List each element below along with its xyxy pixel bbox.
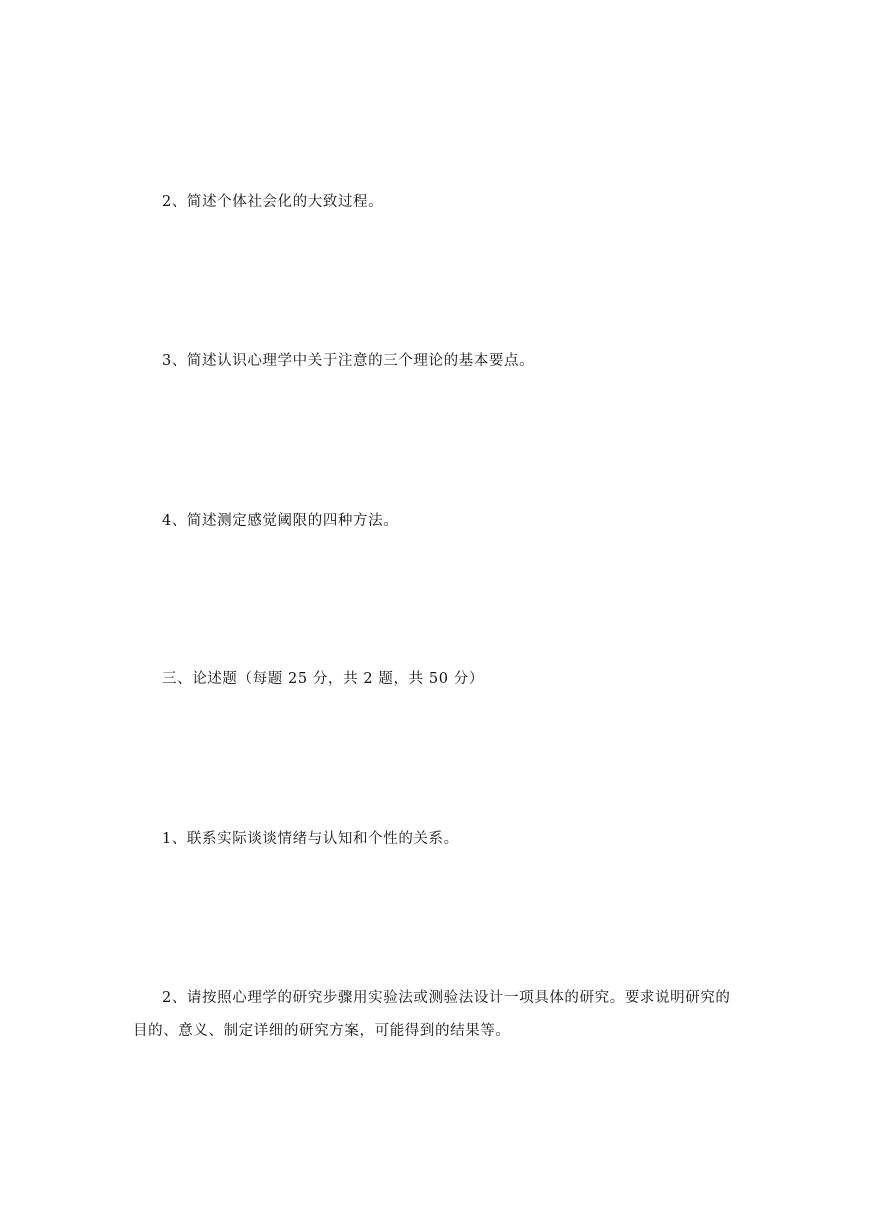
essay-question-2-line-2: 目的、意义、制定详细的研究方案，可能得到的结果等。 — [133, 1023, 511, 1039]
short-answer-question-2: 2、简述个体社会化的大致过程。 — [162, 194, 384, 210]
essay-question-1: 1、联系实际谈谈情绪与认知和个性的关系。 — [162, 831, 459, 847]
essay-question-2-line-1: 2、请按照心理学的研究步骤用实验法或测验法设计一项具体的研究。要求说明研究的 — [162, 990, 731, 1006]
short-answer-question-4: 4、简述测定感觉阈限的四种方法。 — [162, 513, 399, 529]
section-heading-essay: 三、论述题（每题 25 分，共 2 题，共 50 分） — [162, 671, 484, 687]
short-answer-question-3: 3、简述认识心理学中关于注意的三个理论的基本要点。 — [162, 353, 535, 369]
